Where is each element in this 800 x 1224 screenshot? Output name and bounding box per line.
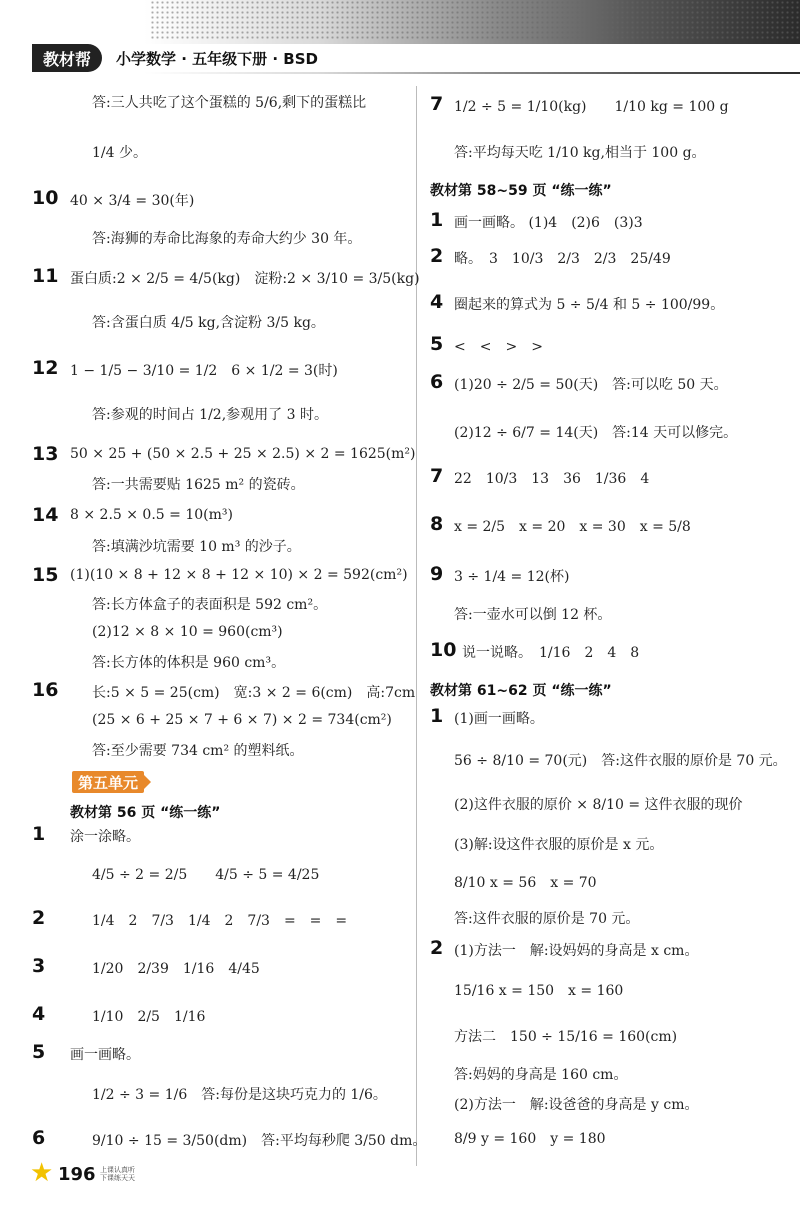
footer-motto [100, 1166, 135, 1182]
header-dot-pattern [150, 0, 800, 40]
page-header [0, 0, 800, 74]
section-heading: 教材第 61~62 页 “练一练” [430, 683, 612, 699]
star-icon: ★ [30, 1158, 54, 1188]
section-heading: 教材第 58~59 页 “练一练” [430, 183, 612, 199]
footer-motto-line: 下课练天天 [100, 1174, 135, 1182]
unit-banner-arrow [144, 775, 151, 789]
book-title: 小学数学 · 五年级下册 · BSD [116, 50, 318, 68]
footer-motto-line: 上课认真听 [100, 1166, 135, 1174]
page-number: 196 [58, 1164, 96, 1185]
unit-banner: 第五单元 [72, 771, 144, 793]
column-divider [416, 86, 417, 1166]
section-heading: 教材第 56 页 “练一练” [70, 805, 221, 821]
brand-logo: 教材帮 [32, 44, 102, 72]
